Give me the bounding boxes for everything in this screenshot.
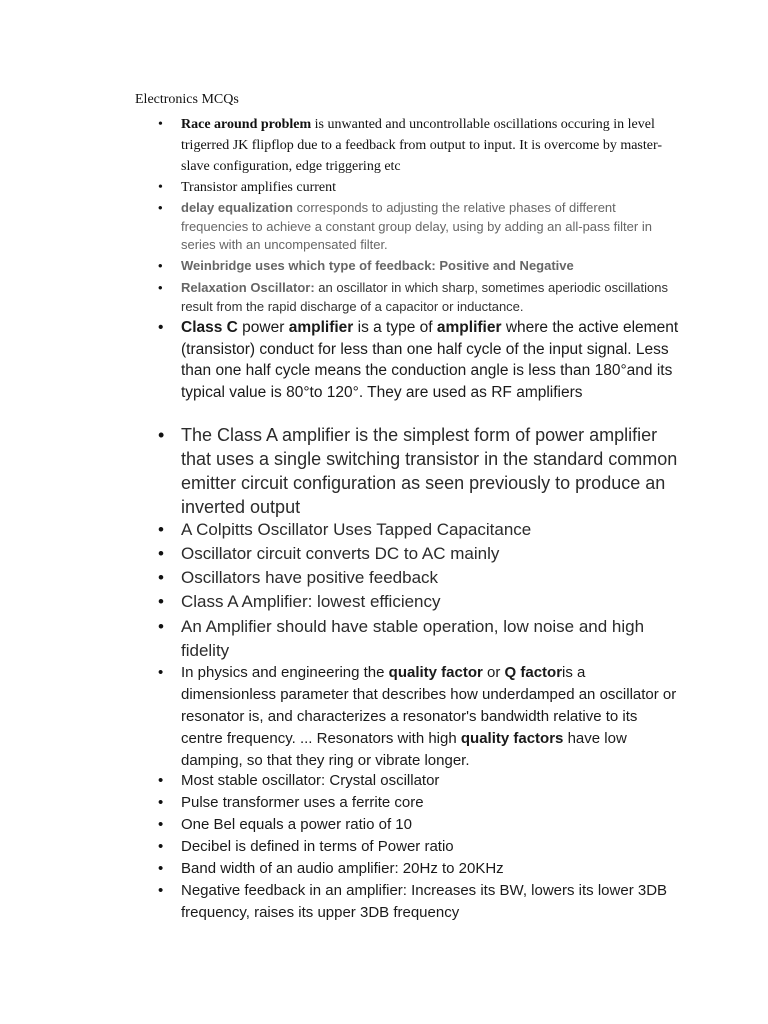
list-item [158, 177, 681, 198]
list-item [158, 257, 681, 276]
list-item [158, 199, 681, 255]
item-text: is a dimensionless parameter that describes how underdamped an oscillator or resonator is, and characterizes a resonator's bandwidth relative to its centre frequency. ... Resonators with high [181, 664, 677, 747]
item-text: The Class A amplifier is the simplest form of power amplifier that uses a single switching transistor in the standard common emitter circuit configuration as seen previously to produce an inverted output [181, 425, 678, 517]
item-term: quality factor [388, 664, 483, 681]
bullet-icon: • [158, 280, 163, 295]
item-text: is a type of [353, 319, 437, 336]
item-text: Class A Amplifier: lowest efficiency [181, 592, 441, 611]
item-text: power [237, 319, 289, 336]
bullet-icon: • [158, 816, 164, 833]
document-title: Electronics MCQs [135, 92, 239, 107]
item-term: quality factors [460, 730, 564, 747]
item-text: An Amplifier should have stable operation, low noise and high fidelity [181, 617, 645, 660]
item-text: or [482, 664, 505, 681]
bullet-icon: • [158, 794, 164, 811]
bullet-icon: • [158, 617, 164, 636]
item-term: amplifier [436, 319, 502, 336]
list-item [158, 114, 681, 177]
item-text: is unwanted and uncontrollable oscillations occuring in level trigerred JK flipflop due to a feedback from output to input. It is overcome by master-slave configuration, edge triggering etc [181, 117, 663, 174]
item-text: Decibel is defined in terms of Power ratio [181, 838, 454, 855]
list-item [158, 662, 681, 772]
item-text: A Colpitts Oscillator Uses Tapped Capacitance [181, 520, 532, 539]
item-text: Oscillators have positive feedback [181, 568, 439, 587]
item-text: Pulse transformer uses a ferrite core [181, 794, 424, 811]
bullet-icon: • [158, 664, 164, 681]
item-term: Weinbridge uses which type of feedback: Positive and Negative [181, 258, 574, 273]
bullet-icon: • [158, 319, 164, 336]
list-item [158, 279, 681, 316]
item-text: corresponds to adjusting the relative phases of different frequencies to achieve a constant group delay, using by adding an all-pass filter in series with an uncompensated filter. [181, 200, 652, 252]
list-item [158, 814, 681, 836]
bullet-icon: • [158, 117, 163, 132]
item-term: Q factor [504, 664, 563, 681]
item-text: Most stable oscillator: Crystal oscillator [181, 772, 440, 789]
list-item [158, 590, 681, 614]
item-term: Class C [181, 319, 238, 336]
item-text: Negative feedback in an amplifier: Increases its BW, lowers its lower 3DB frequency, raises its upper 3DB frequency [181, 882, 668, 921]
bullet-icon: • [158, 772, 164, 789]
list-item [158, 542, 681, 566]
bullet-icon: • [158, 838, 164, 855]
item-term: amplifier [288, 319, 354, 336]
bullet-icon: • [158, 568, 164, 587]
bullet-icon: • [158, 860, 164, 877]
list-item [158, 836, 681, 858]
list-item [158, 858, 681, 880]
list-item [158, 615, 681, 663]
item-term: Relaxation Oscillator: [181, 280, 315, 295]
bullet-icon: • [158, 592, 164, 611]
list-item [158, 518, 681, 542]
item-term: delay equalization [181, 200, 293, 215]
list-item [158, 423, 681, 519]
item-text: have low damping, so that they ring or vibrate longer. [181, 730, 627, 769]
list-item [158, 880, 681, 924]
item-text: Transistor amplifies current [181, 180, 337, 195]
item-text: One Bel equals a power ratio of 10 [181, 816, 412, 833]
bullet-icon: • [158, 882, 164, 899]
list-item [158, 317, 681, 403]
list-item [158, 792, 681, 814]
bullet-icon: • [158, 200, 163, 215]
item-text: an oscillator in which sharp, sometimes aperiodic oscillations result from the rapid discharge of a capacitor or inductance. [181, 280, 668, 314]
item-text: In physics and engineering the [181, 664, 389, 681]
item-text: Band width of an audio amplifier: 20Hz to 20KHz [181, 860, 504, 877]
bullet-icon: • [158, 258, 163, 273]
list-item [158, 770, 681, 792]
list-item [158, 566, 681, 590]
bullet-icon: • [158, 544, 164, 563]
bullet-icon: • [158, 520, 164, 539]
item-text: Oscillator circuit converts DC to AC mainly [181, 544, 500, 563]
item-text: where the active element (transistor) conduct for less than one half cycle of the input signal. Less than one half cycle means the conduction angle is less than 180°and its typical value is 80°to 120°. They are used as RF amplifiers [181, 319, 679, 401]
item-term: Race around problem [181, 117, 312, 132]
bullet-icon: • [158, 425, 165, 445]
bullet-icon: • [158, 180, 163, 195]
